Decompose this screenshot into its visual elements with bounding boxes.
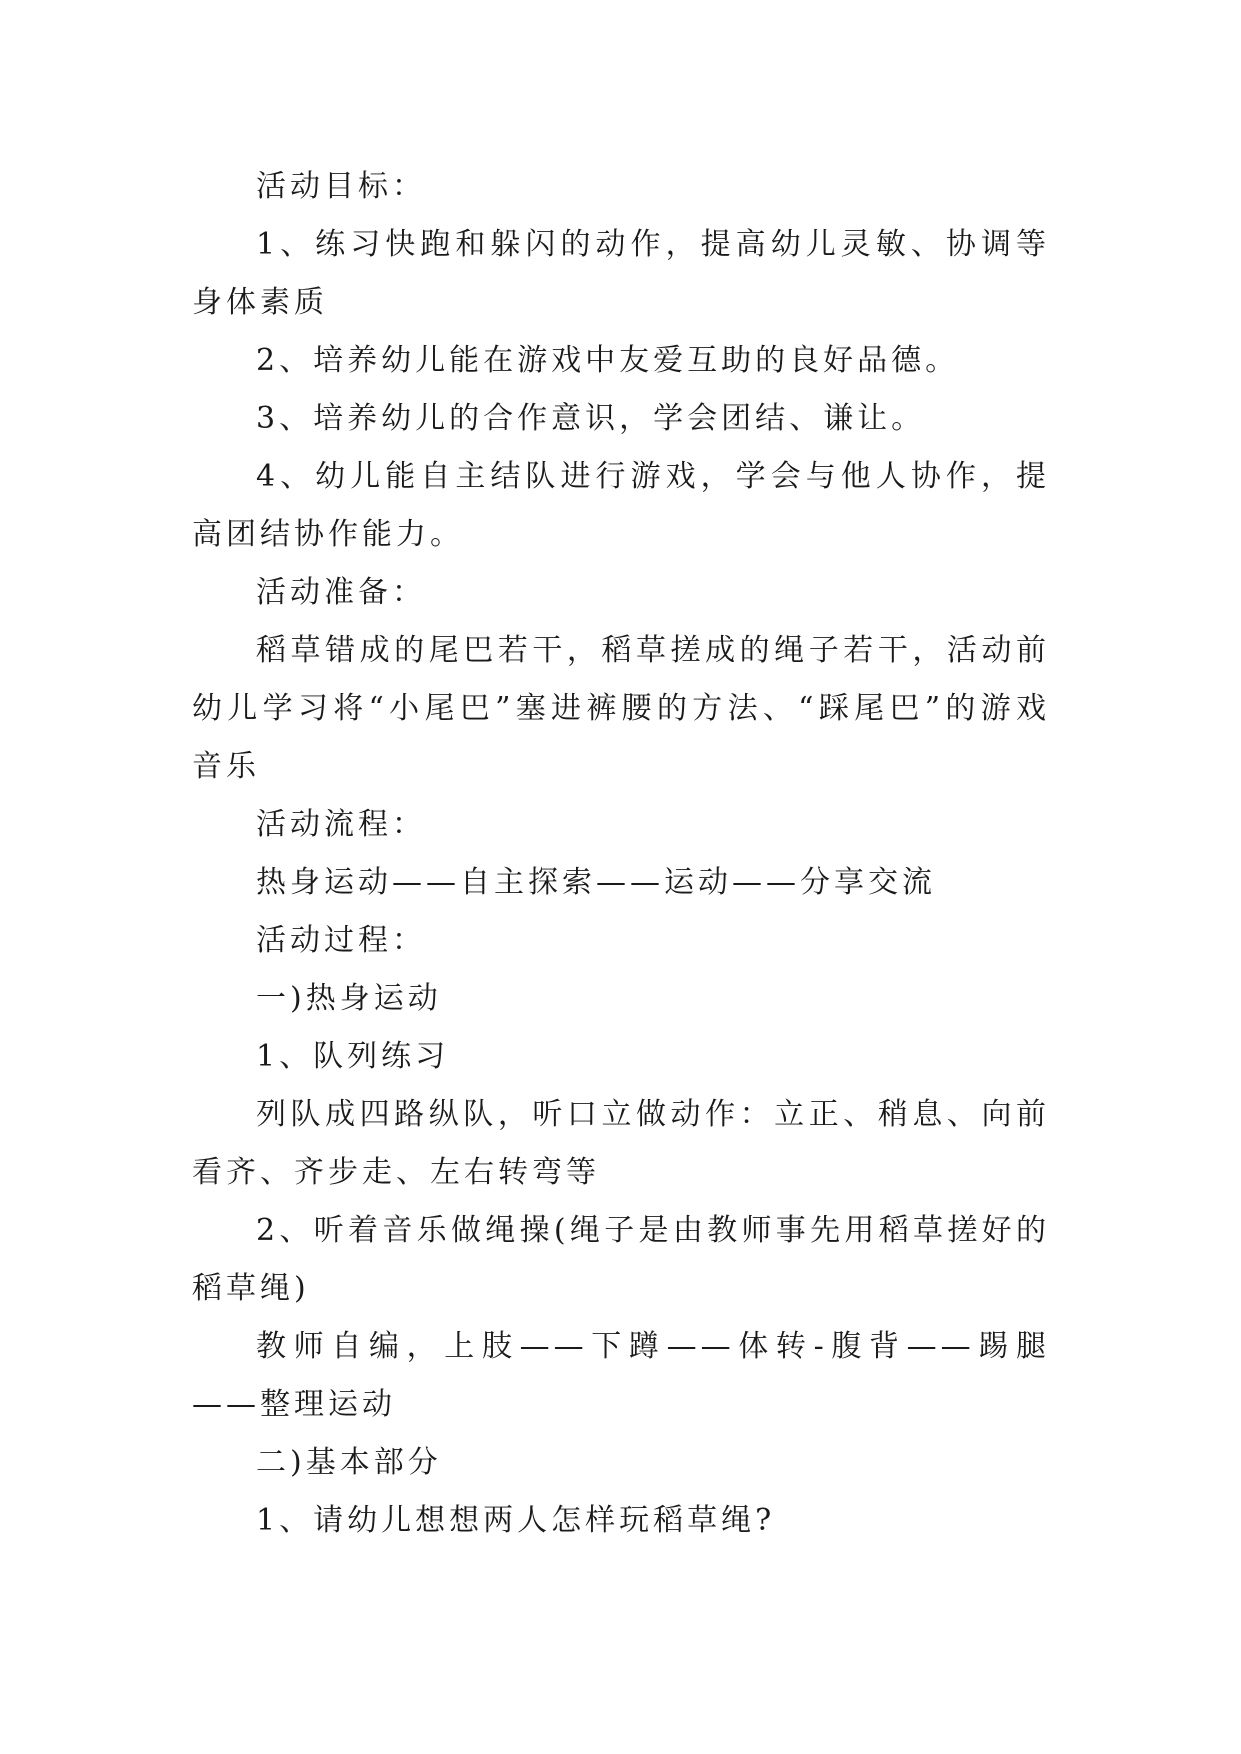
warmup-item-1: 1、队列练习	[256, 1039, 450, 1074]
section-warmup-heading: 一)热身运动	[256, 981, 442, 1016]
document-body	[192, 158, 1050, 1550]
warmup-item-2-text: 教师自编，上肢——下蹲——体转-腹背——踢腿——整理运动	[192, 1329, 1050, 1422]
heading-activity-preparation: 活动准备：	[256, 575, 426, 610]
goal-item-2: 2、培养幼儿能在游戏中友爱互助的良好品德。	[256, 343, 960, 378]
activity-flow-text: 热身运动——自主探索——运动——分享交流	[256, 865, 936, 900]
heading-activity-process: 活动过程：	[256, 923, 426, 958]
goal-item-3: 3、培养幼儿的合作意识，学会团结、谦让。	[256, 401, 926, 436]
section-basic-heading: 二)基本部分	[256, 1445, 442, 1480]
preparation-text: 稻草错成的尾巴若干，稻草搓成的绳子若干，活动前幼儿学习将“小尾巴”塞进裤腰的方法、“踩尾巴”的游戏音乐	[192, 633, 1050, 784]
warmup-item-2: 2、听着音乐做绳操(绳子是由教师事先用稻草搓好的稻草绳)	[192, 1213, 1050, 1306]
warmup-item-1-text: 列队成四路纵队，听口立做动作：立正、稍息、向前看齐、齐步走、左右转弯等	[192, 1097, 1050, 1190]
goal-item-1: 1、练习快跑和躲闪的动作，提高幼儿灵敏、协调等身体素质	[192, 227, 1050, 320]
heading-activity-flow: 活动流程：	[256, 807, 426, 842]
heading-activity-goals: 活动目标：	[256, 169, 426, 204]
goal-item-4: 4、幼儿能自主结队进行游戏，学会与他人协作，提高团结协作能力。	[192, 459, 1050, 552]
basic-item-1: 1、请幼儿想想两人怎样玩稻草绳?	[256, 1503, 776, 1538]
